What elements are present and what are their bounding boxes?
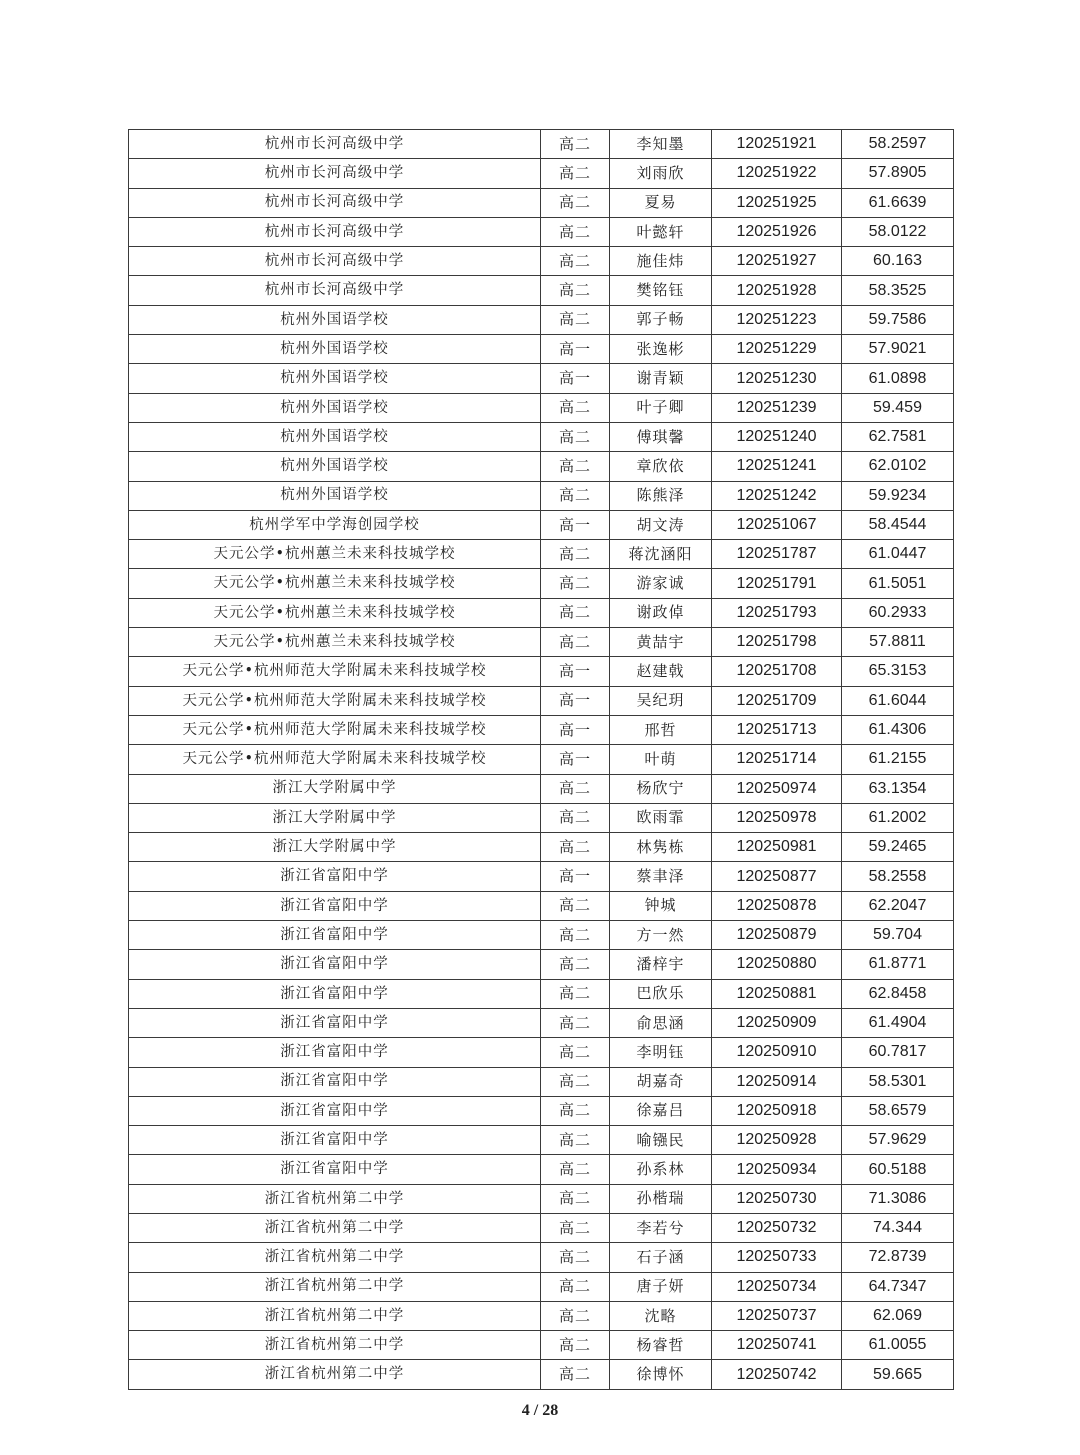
table-row: [129, 833, 954, 862]
school-cell: 天元公学•杭州师范大学附属未来科技城学校: [129, 686, 541, 715]
school-cell: 浙江省富阳中学: [129, 1126, 541, 1155]
school-cell: 杭州市长河高级中学: [129, 276, 541, 305]
table-row: [129, 1360, 954, 1389]
student-name-cell: 孙楷瑞: [610, 1184, 712, 1213]
student-name-cell: 叶子卿: [610, 393, 712, 422]
student-name-cell: 张逸彬: [610, 335, 712, 364]
table-row: [129, 1008, 954, 1037]
student-id-cell: 120251798: [712, 628, 842, 657]
student-id-cell: 120251922: [712, 159, 842, 188]
student-id-cell: 120250879: [712, 921, 842, 950]
school-cell: 浙江省富阳中学: [129, 921, 541, 950]
grade-cell: 高二: [541, 891, 610, 920]
student-id-cell: 120250878: [712, 891, 842, 920]
school-cell: 浙江大学附属中学: [129, 833, 541, 862]
student-id-cell: 120250737: [712, 1301, 842, 1330]
student-name-cell: 潘梓宇: [610, 950, 712, 979]
score-cell: 62.7581: [842, 422, 954, 451]
student-id-cell: 120250909: [712, 1008, 842, 1037]
student-name-cell: 蔡聿泽: [610, 862, 712, 891]
student-name-cell: 方一然: [610, 921, 712, 950]
grade-cell: 高二: [541, 628, 610, 657]
table-row: [129, 1301, 954, 1330]
school-cell: 浙江大学附属中学: [129, 774, 541, 803]
page-number: 4 / 28: [521, 1402, 559, 1419]
score-cell: 58.3525: [842, 276, 954, 305]
student-id-cell: 120250732: [712, 1213, 842, 1242]
grade-cell: 高一: [541, 510, 610, 539]
score-cell: 61.4904: [842, 1008, 954, 1037]
score-cell: 60.163: [842, 247, 954, 276]
score-cell: 59.9234: [842, 481, 954, 510]
grade-cell: 高二: [541, 305, 610, 334]
student-name-cell: 杨欣宁: [610, 774, 712, 803]
student-id-cell: 120250910: [712, 1038, 842, 1067]
score-cell: 63.1354: [842, 774, 954, 803]
table-row: [129, 979, 954, 1008]
student-name-cell: 郭子畅: [610, 305, 712, 334]
grade-cell: 高二: [541, 422, 610, 451]
score-cell: 74.344: [842, 1213, 954, 1242]
school-cell: 浙江省杭州第二中学: [129, 1213, 541, 1242]
student-name-cell: 胡嘉奇: [610, 1067, 712, 1096]
score-cell: 59.704: [842, 921, 954, 950]
student-name-cell: 石子涵: [610, 1243, 712, 1272]
school-cell: 浙江省富阳中学: [129, 1008, 541, 1037]
table-row: [129, 745, 954, 774]
student-id-cell: 120251928: [712, 276, 842, 305]
student-name-cell: 黄喆宇: [610, 628, 712, 657]
grade-cell: 高二: [541, 540, 610, 569]
grade-cell: 高二: [541, 1126, 610, 1155]
student-id-cell: 120250928: [712, 1126, 842, 1155]
table-row: [129, 686, 954, 715]
school-cell: 浙江省杭州第二中学: [129, 1184, 541, 1213]
grade-cell: 高二: [541, 921, 610, 950]
grade-cell: 高一: [541, 335, 610, 364]
table-row: [129, 1126, 954, 1155]
student-id-cell: 120250730: [712, 1184, 842, 1213]
student-id-cell: 120251230: [712, 364, 842, 393]
score-cell: 62.069: [842, 1301, 954, 1330]
school-cell: 杭州外国语学校: [129, 364, 541, 393]
student-name-cell: 傅琪馨: [610, 422, 712, 451]
grade-cell: 高二: [541, 247, 610, 276]
table-row: [129, 1067, 954, 1096]
student-id-cell: 120251926: [712, 217, 842, 246]
table-row: [129, 1272, 954, 1301]
school-cell: 天元公学•杭州蕙兰未来科技城学校: [129, 540, 541, 569]
student-id-cell: 120251242: [712, 481, 842, 510]
student-id-cell: 120250880: [712, 950, 842, 979]
score-cell: 61.2155: [842, 745, 954, 774]
table-row: [129, 950, 954, 979]
school-cell: 浙江省富阳中学: [129, 950, 541, 979]
table-row: [129, 1184, 954, 1213]
score-cell: 71.3086: [842, 1184, 954, 1213]
school-cell: 天元公学•杭州师范大学附属未来科技城学校: [129, 745, 541, 774]
student-name-cell: 刘雨欣: [610, 159, 712, 188]
score-cell: 58.4544: [842, 510, 954, 539]
grade-cell: 高二: [541, 188, 610, 217]
student-name-cell: 赵建戟: [610, 657, 712, 686]
grade-cell: 高二: [541, 1213, 610, 1242]
score-cell: 72.8739: [842, 1243, 954, 1272]
grade-cell: 高二: [541, 1067, 610, 1096]
student-name-cell: 孙系林: [610, 1155, 712, 1184]
table-row: [129, 598, 954, 627]
student-name-cell: 施佳炜: [610, 247, 712, 276]
table-row: [129, 276, 954, 305]
grade-cell: 高二: [541, 569, 610, 598]
student-name-cell: 叶懿轩: [610, 217, 712, 246]
table-row: [129, 393, 954, 422]
student-name-cell: 夏易: [610, 188, 712, 217]
school-cell: 杭州外国语学校: [129, 335, 541, 364]
student-name-cell: 喻镪民: [610, 1126, 712, 1155]
student-name-cell: 胡文涛: [610, 510, 712, 539]
grade-cell: 高二: [541, 452, 610, 481]
grade-cell: 高二: [541, 1272, 610, 1301]
school-cell: 浙江省杭州第二中学: [129, 1360, 541, 1389]
student-name-cell: 钟城: [610, 891, 712, 920]
school-cell: 浙江省富阳中学: [129, 1067, 541, 1096]
school-cell: 杭州外国语学校: [129, 452, 541, 481]
score-cell: 59.7586: [842, 305, 954, 334]
student-id-cell: 120250877: [712, 862, 842, 891]
student-id-cell: 120251787: [712, 540, 842, 569]
grade-cell: 高二: [541, 1331, 610, 1360]
grade-cell: 高二: [541, 803, 610, 832]
student-name-cell: 邢哲: [610, 715, 712, 744]
score-cell: 62.0102: [842, 452, 954, 481]
student-name-cell: 林隽栋: [610, 833, 712, 862]
school-cell: 杭州外国语学校: [129, 305, 541, 334]
score-cell: 60.7817: [842, 1038, 954, 1067]
table-row: [129, 862, 954, 891]
school-cell: 浙江大学附属中学: [129, 803, 541, 832]
school-cell: 杭州外国语学校: [129, 481, 541, 510]
table-row: [129, 921, 954, 950]
school-cell: 天元公学•杭州蕙兰未来科技城学校: [129, 628, 541, 657]
score-cell: 65.3153: [842, 657, 954, 686]
table-row: [129, 1038, 954, 1067]
student-name-cell: 谢青颖: [610, 364, 712, 393]
school-cell: 浙江省富阳中学: [129, 1155, 541, 1184]
table-row: [129, 422, 954, 451]
score-cell: 57.8811: [842, 628, 954, 657]
table-row: [129, 569, 954, 598]
student-id-cell: 120251791: [712, 569, 842, 598]
score-cell: 59.665: [842, 1360, 954, 1389]
student-id-cell: 120251239: [712, 393, 842, 422]
table-row: [129, 130, 954, 159]
score-cell: 60.2933: [842, 598, 954, 627]
grade-cell: 高二: [541, 950, 610, 979]
grade-cell: 高二: [541, 1008, 610, 1037]
student-name-cell: 唐子妍: [610, 1272, 712, 1301]
grade-cell: 高二: [541, 130, 610, 159]
grade-cell: 高二: [541, 598, 610, 627]
grade-cell: 高二: [541, 159, 610, 188]
student-name-cell: 欧雨霏: [610, 803, 712, 832]
grade-cell: 高二: [541, 979, 610, 1008]
score-cell: 62.2047: [842, 891, 954, 920]
grade-cell: 高一: [541, 745, 610, 774]
school-cell: 天元公学•杭州师范大学附属未来科技城学校: [129, 715, 541, 744]
table-row: [129, 1243, 954, 1272]
grade-cell: 高二: [541, 217, 610, 246]
school-cell: 杭州市长河高级中学: [129, 247, 541, 276]
grade-cell: 高二: [541, 393, 610, 422]
student-id-cell: 120251229: [712, 335, 842, 364]
student-name-cell: 李知墨: [610, 130, 712, 159]
school-cell: 天元公学•杭州师范大学附属未来科技城学校: [129, 657, 541, 686]
school-cell: 杭州市长河高级中学: [129, 217, 541, 246]
student-name-cell: 李若兮: [610, 1213, 712, 1242]
grade-cell: 高二: [541, 1155, 610, 1184]
table-row: [129, 774, 954, 803]
table-row: [129, 1155, 954, 1184]
table-row: [129, 1096, 954, 1125]
student-name-cell: 俞思涵: [610, 1008, 712, 1037]
school-cell: 浙江省富阳中学: [129, 979, 541, 1008]
score-cell: 64.7347: [842, 1272, 954, 1301]
student-id-cell: 120250974: [712, 774, 842, 803]
student-name-cell: 樊铭钰: [610, 276, 712, 305]
grade-cell: 高二: [541, 1243, 610, 1272]
score-cell: 57.9629: [842, 1126, 954, 1155]
table-row: [129, 335, 954, 364]
student-name-cell: 杨睿哲: [610, 1331, 712, 1360]
results-table-body: [129, 130, 954, 1390]
table-row: [129, 217, 954, 246]
student-id-cell: 120250742: [712, 1360, 842, 1389]
grade-cell: 高一: [541, 862, 610, 891]
student-name-cell: 谢政倬: [610, 598, 712, 627]
school-cell: 杭州市长河高级中学: [129, 159, 541, 188]
table-row: [129, 364, 954, 393]
student-name-cell: 蒋沈涵阳: [610, 540, 712, 569]
grade-cell: 高二: [541, 1360, 610, 1389]
school-cell: 浙江省富阳中学: [129, 891, 541, 920]
score-cell: 61.0898: [842, 364, 954, 393]
score-cell: 58.6579: [842, 1096, 954, 1125]
score-cell: 58.0122: [842, 217, 954, 246]
student-id-cell: 120251713: [712, 715, 842, 744]
score-cell: 58.2558: [842, 862, 954, 891]
student-id-cell: 120250881: [712, 979, 842, 1008]
score-cell: 61.2002: [842, 803, 954, 832]
score-cell: 59.2465: [842, 833, 954, 862]
table-row: [129, 657, 954, 686]
grade-cell: 高二: [541, 481, 610, 510]
student-id-cell: 120250734: [712, 1272, 842, 1301]
student-name-cell: 叶萌: [610, 745, 712, 774]
school-cell: 浙江省富阳中学: [129, 1096, 541, 1125]
table-row: [129, 188, 954, 217]
student-id-cell: 120251714: [712, 745, 842, 774]
score-cell: 61.5051: [842, 569, 954, 598]
student-id-cell: 120250741: [712, 1331, 842, 1360]
score-cell: 61.0055: [842, 1331, 954, 1360]
grade-cell: 高二: [541, 1184, 610, 1213]
grade-cell: 高一: [541, 657, 610, 686]
score-cell: 58.2597: [842, 130, 954, 159]
table-row: [129, 1331, 954, 1360]
school-cell: 浙江省杭州第二中学: [129, 1272, 541, 1301]
table-row: [129, 891, 954, 920]
grade-cell: 高二: [541, 276, 610, 305]
table-row: [129, 452, 954, 481]
student-id-cell: 120251921: [712, 130, 842, 159]
grade-cell: 高一: [541, 715, 610, 744]
school-cell: 天元公学•杭州蕙兰未来科技城学校: [129, 598, 541, 627]
table-row: [129, 481, 954, 510]
student-id-cell: 120250918: [712, 1096, 842, 1125]
student-id-cell: 120251793: [712, 598, 842, 627]
score-cell: 57.8905: [842, 159, 954, 188]
student-id-cell: 120251925: [712, 188, 842, 217]
score-cell: 62.8458: [842, 979, 954, 1008]
student-id-cell: 120251241: [712, 452, 842, 481]
student-name-cell: 陈熊泽: [610, 481, 712, 510]
school-cell: 杭州学军中学海创园学校: [129, 510, 541, 539]
student-name-cell: 游家诚: [610, 569, 712, 598]
table-row: [129, 628, 954, 657]
grade-cell: 高一: [541, 686, 610, 715]
grade-cell: 高二: [541, 1301, 610, 1330]
score-cell: 61.0447: [842, 540, 954, 569]
grade-cell: 高二: [541, 833, 610, 862]
results-table: [128, 129, 954, 1390]
score-cell: 59.459: [842, 393, 954, 422]
student-id-cell: 120250914: [712, 1067, 842, 1096]
student-id-cell: 120251223: [712, 305, 842, 334]
student-id-cell: 120251067: [712, 510, 842, 539]
student-name-cell: 章欣依: [610, 452, 712, 481]
student-id-cell: 120251927: [712, 247, 842, 276]
school-cell: 杭州外国语学校: [129, 422, 541, 451]
student-id-cell: 120251709: [712, 686, 842, 715]
school-cell: 浙江省富阳中学: [129, 862, 541, 891]
table-row: [129, 803, 954, 832]
table-row: [129, 540, 954, 569]
school-cell: 杭州市长河高级中学: [129, 188, 541, 217]
student-id-cell: 120250733: [712, 1243, 842, 1272]
score-cell: 57.9021: [842, 335, 954, 364]
score-cell: 61.6639: [842, 188, 954, 217]
table-row: [129, 510, 954, 539]
grade-cell: 高二: [541, 1038, 610, 1067]
student-id-cell: 120250934: [712, 1155, 842, 1184]
school-cell: 浙江省杭州第二中学: [129, 1301, 541, 1330]
student-id-cell: 120251708: [712, 657, 842, 686]
table-row: [129, 247, 954, 276]
student-id-cell: 120250978: [712, 803, 842, 832]
table-row: [129, 305, 954, 334]
table-row: [129, 1213, 954, 1242]
student-id-cell: 120251240: [712, 422, 842, 451]
score-cell: 60.5188: [842, 1155, 954, 1184]
school-cell: 浙江省杭州第二中学: [129, 1331, 541, 1360]
grade-cell: 高一: [541, 364, 610, 393]
school-cell: 天元公学•杭州蕙兰未来科技城学校: [129, 569, 541, 598]
table-row: [129, 159, 954, 188]
score-cell: 61.4306: [842, 715, 954, 744]
table-row: [129, 715, 954, 744]
grade-cell: 高二: [541, 774, 610, 803]
student-name-cell: 沈略: [610, 1301, 712, 1330]
school-cell: 浙江省杭州第二中学: [129, 1243, 541, 1272]
student-name-cell: 徐博怀: [610, 1360, 712, 1389]
grade-cell: 高二: [541, 1096, 610, 1125]
score-cell: 61.6044: [842, 686, 954, 715]
student-name-cell: 徐嘉吕: [610, 1096, 712, 1125]
score-cell: 58.5301: [842, 1067, 954, 1096]
student-name-cell: 吴纪玥: [610, 686, 712, 715]
school-cell: 浙江省富阳中学: [129, 1038, 541, 1067]
school-cell: 杭州外国语学校: [129, 393, 541, 422]
score-cell: 61.8771: [842, 950, 954, 979]
student-name-cell: 巴欣乐: [610, 979, 712, 1008]
school-cell: 杭州市长河高级中学: [129, 130, 541, 159]
student-id-cell: 120250981: [712, 833, 842, 862]
student-name-cell: 李明钰: [610, 1038, 712, 1067]
